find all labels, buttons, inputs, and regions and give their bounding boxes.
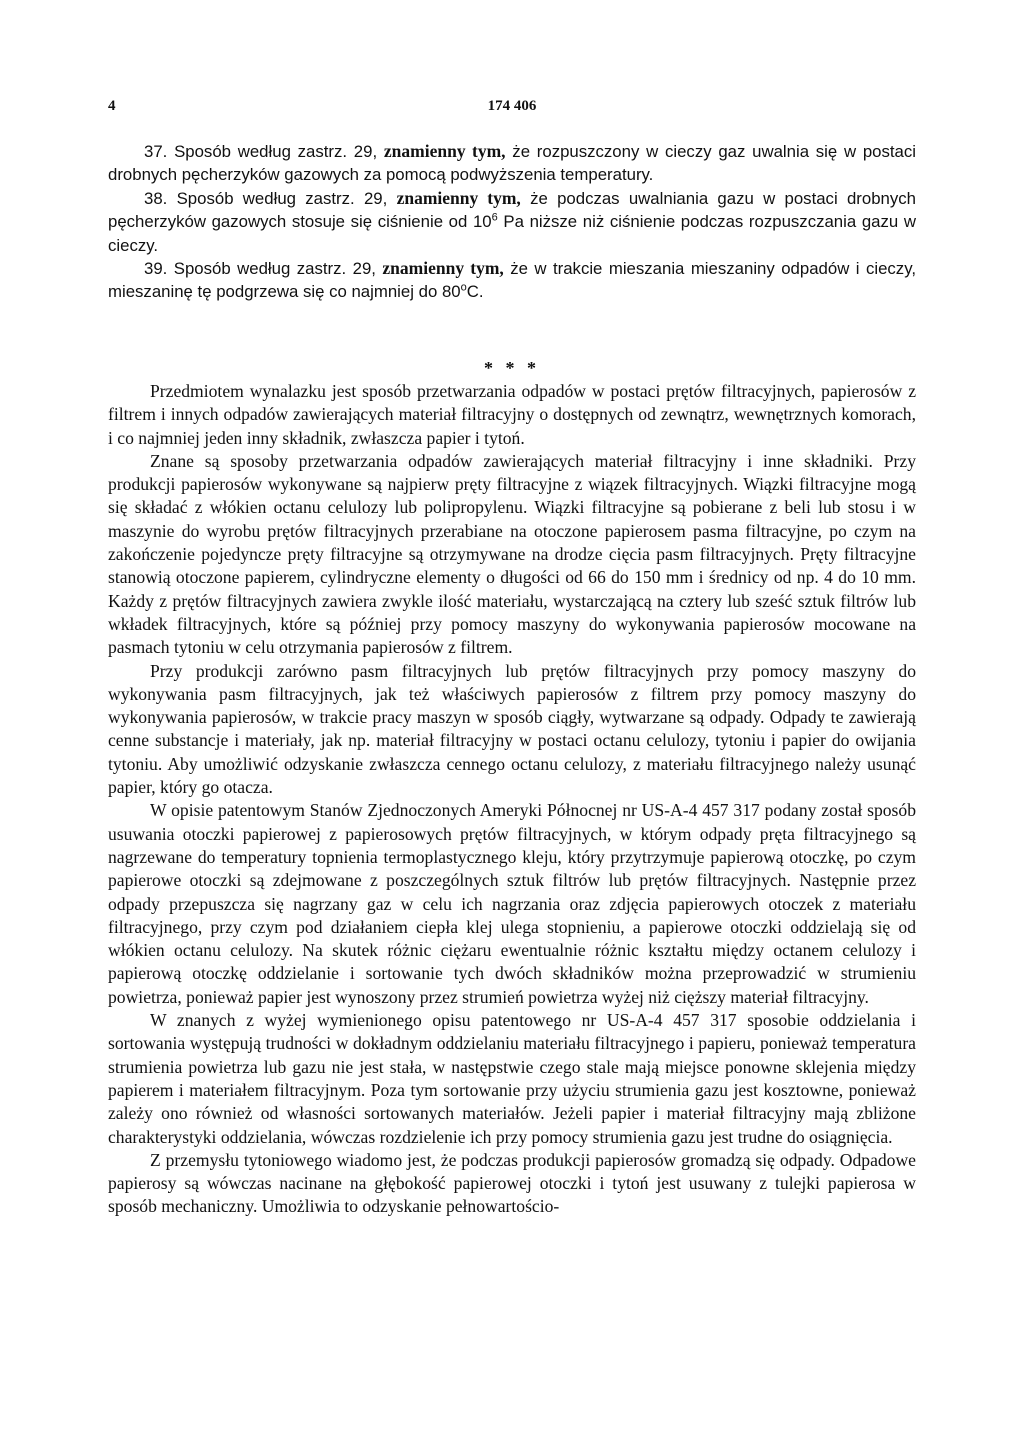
description-paragraph: Znane są sposoby przetwarzania odpadów zawierających materiał filtracyjny i inne składniki. Przy produkcji papierosów wykonywane są najpierw pręty filtracyjne z wiązek filtracyjnych. Wiązki filtracyjne mogą się składać z włókien octanu celulozy lub polipropylenu. Wiązki filtracyjne są pobierane z beli lub stosu i w maszynie do wyrobu prętów filtracyjnych przerabiane na otoczone papierosem pasma filtracyjne, po czym na zakończenie pojedyncze pręty filtracyjne są otrzymywane na drodze cięcia pasm filtracyjnych. Pręty filtracyjne stanowią otoczone papierem, cylindryczne elementy o długości od 66 do 150 mm i średnicy od np. 4 do 10 mm. Każdy z prętów filtracyjnych zawiera zwykle ilość materiału, wystarczającą na cztery lub sześć sztuk filtrów lub wkładek filtracyjnych, które są później przy pomocy maszyny do wykonywania papierosów mocowane na pasmach tytoniu w celu otrzymania papierosów z filtrem. — [108, 450, 916, 658]
description-paragraph: Z przemysłu tytoniowego wiadomo jest, że podczas produkcji papierosów gromadzą się odpady. Odpadowe papierosy są wówczas nacinane na głębokość papierowej otoczki i tytoń jest usuwany z tulejki papierosa w sposób mechaniczny. Umożliwia to odzyskanie pełnowartościo- — [108, 1149, 916, 1217]
description-section — [108, 380, 916, 1219]
description-paragraph: Przy produkcji zarówno pasm filtracyjnych lub prętów filtracyjnych przy pomocy maszyny do wykonywania pasm filtracyjnych, jak też właściwych papierosów z filtrem przy pomocy maszyny do wykonywania papierosów, w trakcie pracy maszyn w sposób ciągły, wytwarzane są odpady. Odpady te zawierają cenne substancje i materiały, jak np. materiał filtracyjny w postaci octanu celulozy, tytoniu i papier do owijania tytoniu. Aby umożliwić odzyskanie zwłaszcza cennego octanu celulozy, z materiału filtracyjnego należy usunąć papier, który go otacza. — [108, 660, 916, 798]
page-header — [108, 98, 916, 120]
claim-body: że w trakcie mieszania mieszaniny odpadów i cieczy, mieszaninę tę podgrzewa się co najmniej do 80 — [108, 259, 916, 302]
claim-body-end: C. — [466, 282, 484, 302]
claim-body: że rozpuszczony w cieczy gaz uwalnia się w postaci drobnych pęcherzyków gazowych za pomocą podwyższenia temperatury. — [108, 142, 917, 185]
claim-keyword: znamienny tym, — [383, 141, 506, 161]
claim-keyword: znamienny tym, — [382, 258, 504, 279]
claim-intro: 38. Sposób według zastrz. 29, — [144, 188, 397, 208]
patent-number: 174 406 — [487, 98, 537, 114]
description-paragraph: W znanych z wyżej wymienionego opisu patentowego nr US-A-4 457 317 sposobie oddzielania i sortowania występują trudności w dokładnym oddzielaniu materiału filtracyjnego i papieru, ponieważ temperatura strumienia powietrza lub gazu nie jest stała, w następstwie czego stale mają miejsce ponowne sklejenia między papierem i materiałem filtracyjnym. Poza tym sortowanie przy użyciu strumienia gazu jest kosztowne, ponieważ zależy ono również od własności sortowanych materiałów. Jeżeli papier i materiał filtracyjny mają zbliżone charakterystyki oddzielania, wówczas rozdzielenie ich przy pomocy strumienia gazu jest trudne do osiągnięcia. — [108, 1010, 916, 1147]
page-number: 4 — [108, 98, 116, 114]
claims-section — [108, 140, 916, 304]
claim-intro: 37. Sposób według zastrz. 29, — [144, 142, 384, 161]
description-paragraph: W opisie patentowym Stanów Zjednoczonych Ameryki Północnej nr US-A-4 457 317 podany został sposób usuwania otoczki papierowej z papierosowych prętów filtracyjnych, w którym odpady pręta filtracyjnego są nagrzewane do temperatury topnienia termoplastycznego kleju, który przytrzymuje papierową otoczkę, po czym papierowe otoczki są zdejmowane z poszczególnych sztuk filtrów lub prętów filtracyjnych. Następnie przez odpady przepuszcza się nagrzany gaz w celu ich nagrzania oraz zdjęcia papierowych otoczek z materiału filtracyjnego, przy czym pod działaniem ciepła klej ulega stopnieniu, a papierowe otoczki oddzielają się od włókien octanu celulozy. Na skutek różnic ciężaru ewentualnie różnic kształtu między octanem celulozy i papierową otoczkę oddzielanie i sortowanie tych dwóch składników można przeprowadzić w strumieniu powietrza, ponieważ papier jest wynoszony przez strumień powietrza wyżej niż cięższy materiał filtracyjny. — [108, 800, 916, 1007]
claim-keyword: znamienny tym, — [396, 187, 521, 208]
claim-body-end: Pa niższe niż ciśnienie podczas rozpuszczania gazu w cieczy. — [108, 212, 916, 255]
claim-37 — [108, 140, 916, 187]
superscript: 6 — [491, 211, 498, 224]
claim-39 — [108, 257, 916, 304]
superscript: o — [460, 281, 467, 294]
section-separator: * * * — [484, 358, 540, 378]
claim-body: że podczas uwalniania gazu w postaci drobnych pęcherzyków gazowych stosuje się ciśnienie od 10 — [108, 188, 916, 232]
description-paragraph: Przedmiotem wynalazku jest sposób przetwarzania odpadów w postaci prętów filtracyjnych, papierosów z filtrem i innych odpadów zawierających materiał filtracyjny o dostępnych od zewnątrz, wewnętrznych komorach, i co najmniej jeden inny składnik, zwłaszcza papier i tytoń. — [108, 381, 916, 448]
claim-38 — [108, 187, 916, 257]
claim-intro: 39. Sposób według zastrz. 29, — [144, 259, 383, 279]
